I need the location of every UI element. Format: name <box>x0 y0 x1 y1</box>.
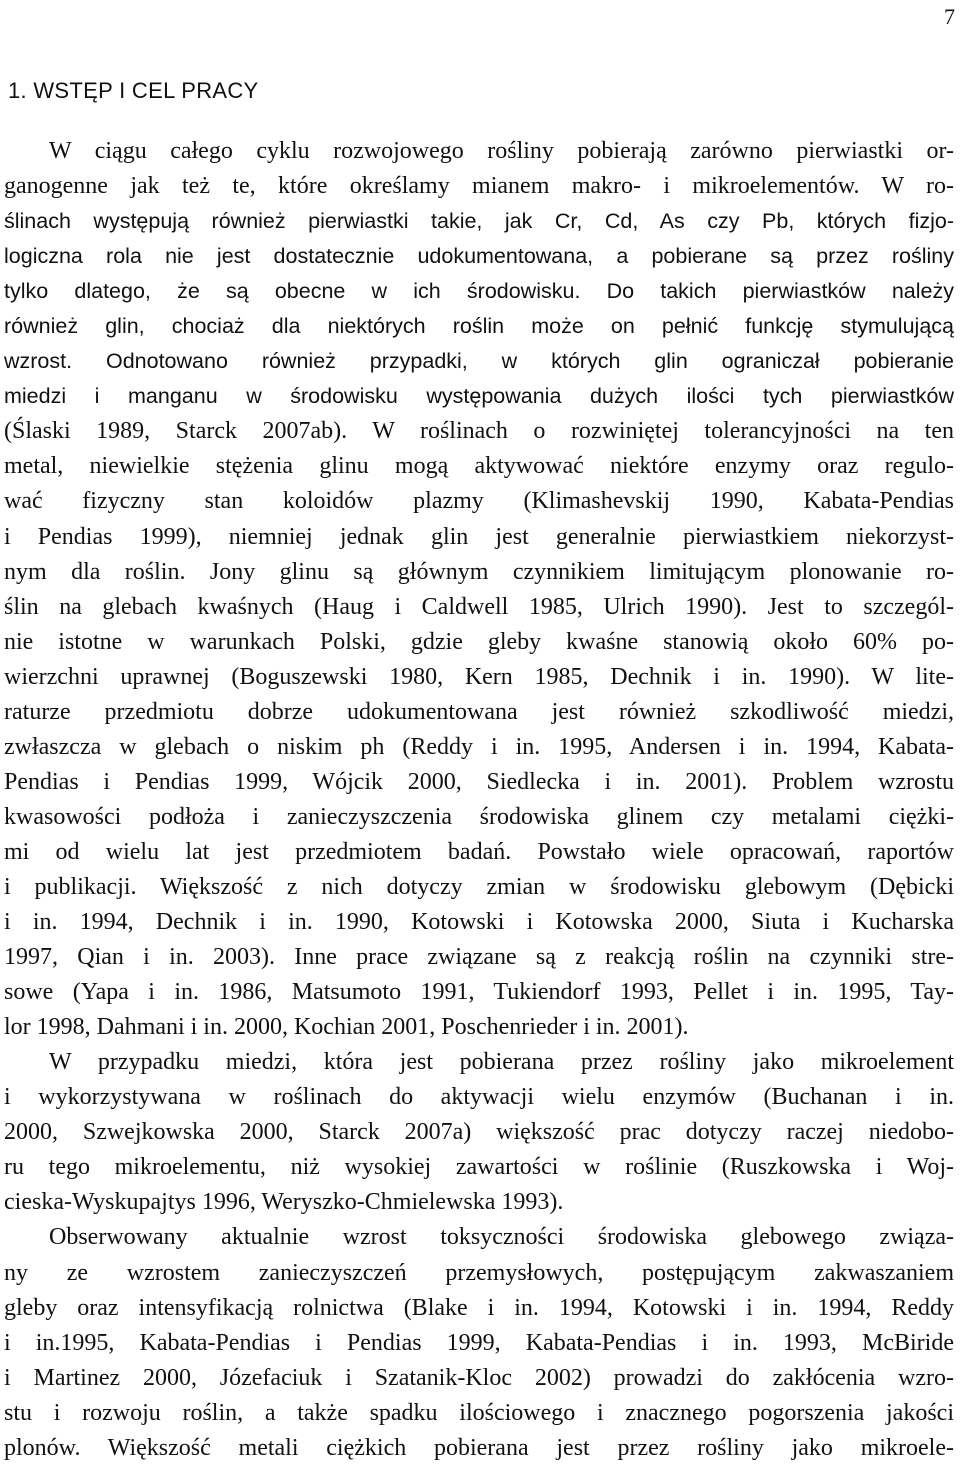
text-line: ganogenne jak też te, które określamy mianem makro- i mikroelementów. W ro- <box>4 173 954 200</box>
text-line: Obserwowany aktualnie wzrost toksyczności środowiska glebowego związa- <box>49 1224 954 1251</box>
text-line: sowe (Yapa i in. 1986, Matsumoto 1991, Tukiendorf 1993, Pellet i in. 1995, Tay- <box>4 979 954 1006</box>
text-line: 2000, Szwejkowska 2000, Starck 2007a) większość prac dotyczy raczej niedobo- <box>4 1119 954 1146</box>
text-line: tylko dlatego, że są obecne w ich środowisku. Do takich pierwiastków należy <box>4 279 954 304</box>
text-line: miedzi i manganu w środowisku występowania dużych ilości tych pierwiastków <box>4 384 954 409</box>
text-line: raturze przedmiotu dobrze udokumentowana jest również szkodliwość miedzi, <box>4 698 954 725</box>
text-line: i publikacji. Większość z nich dotyczy zmian w środowisku glebowym (Dębicki <box>4 873 954 900</box>
text-line: mi od wielu lat jest przedmiotem badań. Powstało wiele opracowań, raportów <box>4 838 954 865</box>
text-line: ślin na glebach kwaśnych (Haug i Caldwell 1985, Ulrich 1990). Jest to szczegól- <box>4 593 954 620</box>
text-line: logiczna rola nie jest dostatecznie udokumentowana, a pobierane są przez rośliny <box>4 244 954 269</box>
text-line: wzrost. Odnotowano również przypadki, w których glin ograniczał pobieranie <box>4 349 954 374</box>
text-line: i Martinez 2000, Józefaciuk i Szatanik-Kloc 2002) prowadzi do zakłócenia wzro- <box>4 1364 954 1391</box>
text-line: i in. 1994, Dechnik i in. 1990, Kotowski i Kotowska 2000, Siuta i Kucharska <box>4 909 954 936</box>
text-line: wać fizyczny stan koloidów plazmy (Klimashevskij 1990, Kabata-Pendias <box>4 488 954 515</box>
body-text <box>4 134 954 1466</box>
text-line: lor 1998, Dahmani i in. 2000, Kochian 2001, Poschenrieder i in. 2001). <box>4 1014 689 1041</box>
text-line: (Ślaski 1989, Starck 2007ab). W roślinach o rozwiniętej tolerancyjności na ten <box>4 418 954 445</box>
text-line: 1997, Qian i in. 2003). Inne prace związane są z reakcją roślin na czynniki stre- <box>4 944 954 971</box>
text-line: i Pendias 1999), niemniej jednak glin jest generalnie pierwiastkiem niekorzyst- <box>4 523 954 550</box>
text-line: nie istotne w warunkach Polski, gdzie gleby kwaśne stanowią około 60% po- <box>4 628 954 655</box>
text-line: ślinach występują również pierwiastki takie, jak Cr, Cd, As czy Pb, których fizjo- <box>4 209 954 234</box>
text-line: W ciągu całego cyklu rozwojowego rośliny pobierają zarówno pierwiastki or- <box>49 138 954 164</box>
text-line: i in.1995, Kabata-Pendias i Pendias 1999, Kabata-Pendias i in. 1993, McBiride <box>4 1329 954 1356</box>
text-line: Pendias i Pendias 1999, Wójcik 2000, Siedlecka i in. 2001). Problem wzrostu <box>4 768 954 795</box>
text-line: nym dla roślin. Jony glinu są głównym czynnikiem limitującym plonowanie ro- <box>4 558 954 585</box>
text-line: ru tego mikroelementu, niż wysokiej zawartości w roślinie (Ruszkowska i Woj- <box>4 1154 954 1181</box>
text-line: ny ze wzrostem zanieczyszczeń przemysłowych, postępującym zakwaszaniem <box>4 1259 954 1286</box>
text-line: również glin, chociaż dla niektórych roślin może on pełnić funkcję stymulującą <box>4 314 954 339</box>
text-line: cieska-Wyskupajtys 1996, Weryszko-Chmielewska 1993). <box>4 1189 564 1216</box>
text-line: W przypadku miedzi, która jest pobierana przez rośliny jako mikroelement <box>49 1049 954 1076</box>
text-line: metal, niewielkie stężenia glinu mogą aktywować niektóre enzymy oraz regulo- <box>4 453 954 480</box>
text-line: zwłaszcza w glebach o niskim ph (Reddy i in. 1995, Andersen i in. 1994, Kabata- <box>4 733 954 760</box>
text-line: stu i rozwoju roślin, a także spadku ilościowego i znacznego pogorszenia jakości <box>4 1399 954 1426</box>
text-line: plonów. Większość metali ciężkich pobierana jest przez rośliny jako mikroele- <box>4 1434 954 1461</box>
text-line: wierzchni uprawnej (Boguszewski 1980, Kern 1985, Dechnik i in. 1990). W lite- <box>4 663 954 690</box>
text-line: gleby oraz intensyfikacją rolnictwa (Blake i in. 1994, Kotowski i in. 1994, Reddy <box>4 1294 954 1321</box>
section-heading: 1. WSTĘP I CEL PRACY <box>8 78 259 103</box>
page-number: 7 <box>944 4 955 29</box>
text-line: kwasowości podłoża i zanieczyszczenia środowiska glinem czy metalami ciężki- <box>4 803 954 830</box>
text-line: i wykorzystywana w roślinach do aktywacji wielu enzymów (Buchanan i in. <box>4 1084 954 1111</box>
